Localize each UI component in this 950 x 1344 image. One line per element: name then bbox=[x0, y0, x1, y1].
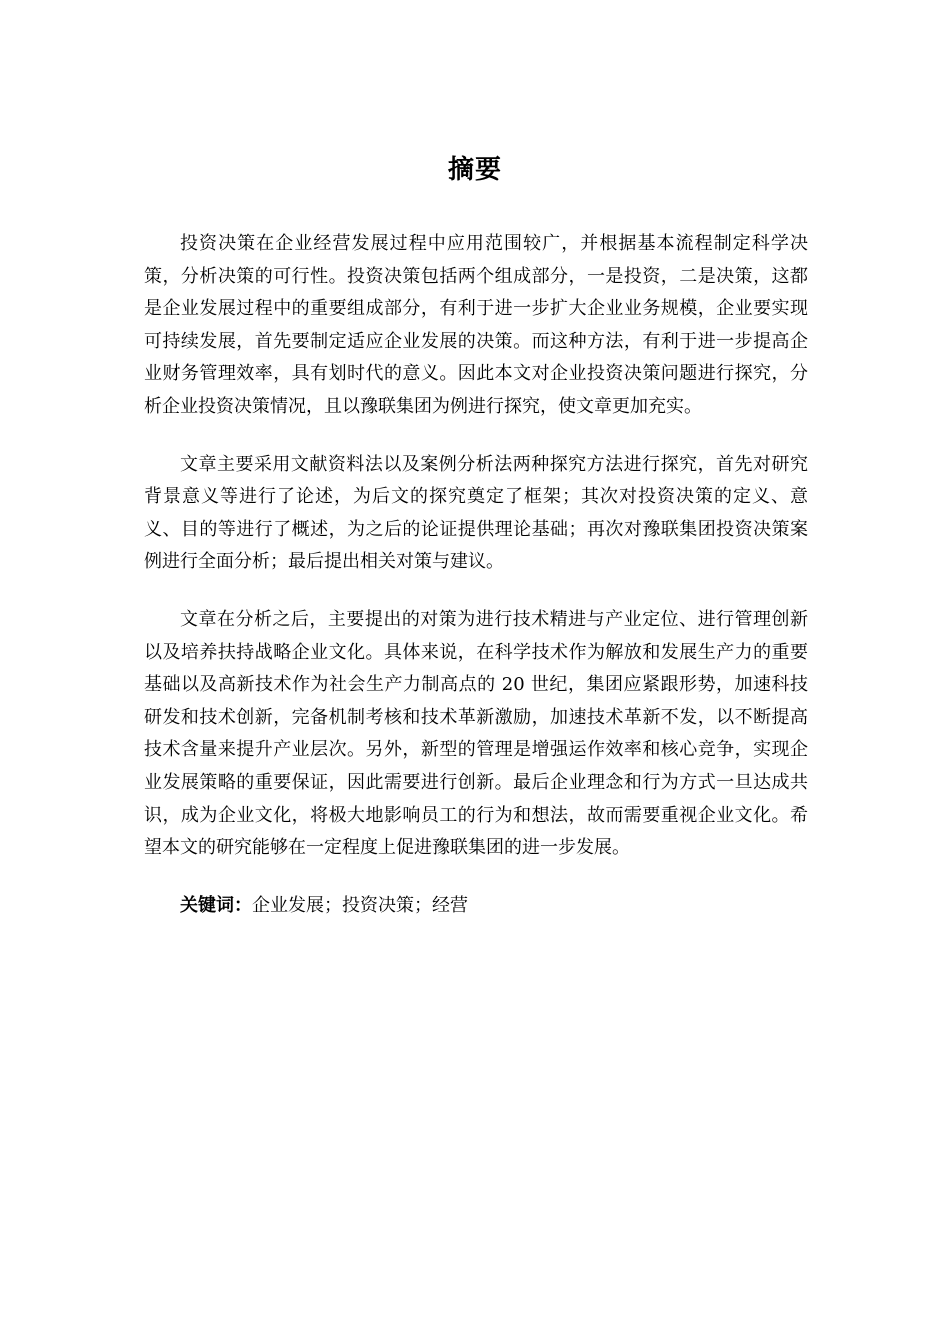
abstract-body bbox=[144, 228, 808, 922]
abstract-paragraph-1: 投资决策在企业经营发展过程中应用范围较广，并根据基本流程制定科学决策，分析决策的可行性。投资决策包括两个组成部分，一是投资，二是决策，这都是企业发展过程中的重要组成部分，有利于进一步扩大企业业务规模，企业要实现可持续发展，首先要制定适应企业发展的决策。而这种方法，有利于进一步提高企业财务管理效率，具有划时代的意义。因此本文对企业投资决策问题进行探究，分析企业投资决策情况，且以豫联集团为例进行探究，使文章更加充实。 bbox=[144, 233, 808, 417]
abstract-paragraph-3: 文章在分析之后，主要提出的对策为进行技术精进与产业定位、进行管理创新以及培养扶持战略企业文化。具体来说，在科学技术作为解放和发展生产力的重要基础以及高新技术作为社会生产力制高点的 20 世纪，集团应紧跟形势，加速科技研发和技术创新，完备机制考核和技术革新激励，加速技术革新不发，以不断提高技术含量来提升产业层次。另外，新型的管理是增强运作效率和核心竞争，实现企业发展策略的重要保证，因此需要进行创新。最后企业理念和行为方式一旦达成共识，成为企业文化，将极大地影响员工的行为和想法，故而需要重视企业文化。希望本文的研究能够在一定程度上促进豫联集团的进一步发展。 bbox=[144, 608, 808, 859]
keywords-line bbox=[144, 890, 808, 923]
abstract-paragraph-2: 文章主要采用文献资料法以及案例分析法两种探究方法进行探究，首先对研究背景意义等进行了论述，为后文的探究奠定了框架；其次对投资决策的定义、意义、目的等进行了概述，为之后的论证提供理论基础；再次对豫联集团投资决策案例进行全面分析；最后提出相关对策与建议。 bbox=[144, 453, 808, 573]
keywords-text: 企业发展；投资决策；经营 bbox=[252, 894, 468, 916]
keywords-label: 关键词： bbox=[180, 894, 252, 916]
page-title: 摘要 bbox=[447, 155, 502, 185]
